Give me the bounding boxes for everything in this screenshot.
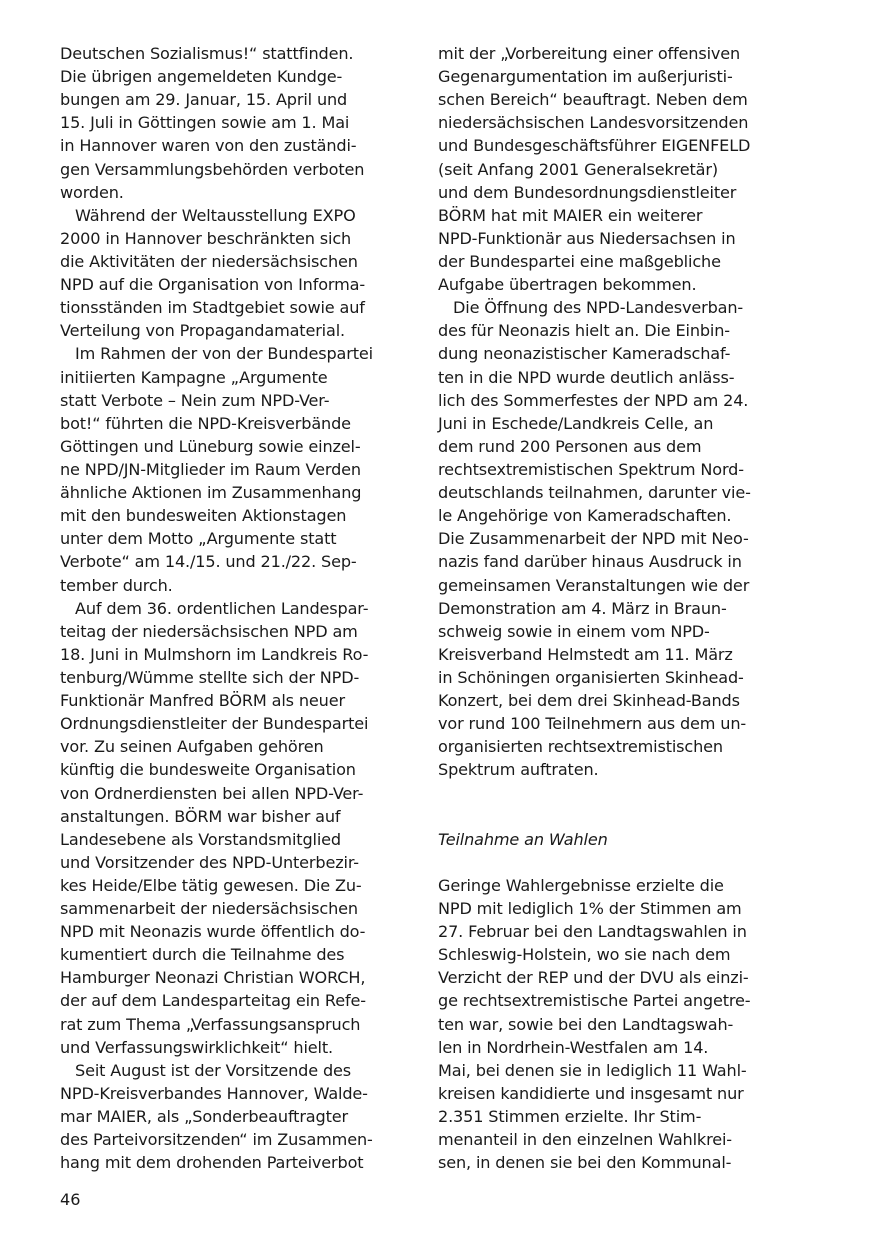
section-heading: Teilnahme an Wahlen bbox=[438, 829, 608, 849]
text-line: dem rund 200 Personen aus dem bbox=[438, 436, 702, 456]
text-line: mar MAIER, als „Sonderbeauftragter bbox=[60, 1107, 348, 1127]
text-line: lich des Sommerfestes der NPD am 24. bbox=[438, 390, 749, 410]
text-line: tenburg/Wümme stellte sich der NPD- bbox=[60, 667, 360, 687]
text-line: le Angehörige von Kameradschaften. bbox=[438, 506, 732, 526]
text-line: dung neonazistischer Kameradschaf- bbox=[438, 344, 731, 364]
text-line: und Vorsitzender des NPD-Unterbezir- bbox=[60, 852, 359, 872]
text-line: Während der Weltausstellung EXPO bbox=[75, 205, 356, 225]
text-line: Hamburger Neonazi Christian WORCH, bbox=[60, 968, 366, 988]
text-line: der Bundespartei eine maßgebliche bbox=[438, 251, 721, 271]
text-line: mit den bundesweiten Aktionstagen bbox=[60, 506, 347, 526]
left-column bbox=[60, 42, 405, 1174]
text-line: NPD mit lediglich 1% der Stimmen am bbox=[438, 899, 742, 919]
text-line: schweig sowie in einem vom NPD- bbox=[438, 621, 710, 641]
text-line: statt Verbote – Nein zum NPD-Ver- bbox=[60, 390, 330, 410]
text-line: Die Zusammenarbeit der NPD mit Neo- bbox=[438, 529, 749, 549]
right-column bbox=[438, 42, 783, 1174]
text-line: menanteil in den einzelnen Wahlkrei- bbox=[438, 1130, 732, 1150]
text-line: gen Versammlungsbehörden verboten bbox=[60, 159, 365, 179]
text-line: künftig die bundesweite Organisation bbox=[60, 760, 356, 780]
text-line: NPD auf die Organisation von Informa- bbox=[60, 275, 366, 295]
text-line: schen Bereich“ beauftragt. Neben dem bbox=[438, 90, 748, 110]
text-line: anstaltungen. BÖRM war bisher auf bbox=[60, 806, 341, 826]
text-line: und Verfassungswirklichkeit“ hielt. bbox=[60, 1037, 333, 1057]
text-line: NPD-Funktionär aus Niedersachsen in bbox=[438, 228, 736, 248]
text-line: bot!“ führten die NPD-Kreisverbände bbox=[60, 413, 351, 433]
text-line: bungen am 29. Januar, 15. April und bbox=[60, 90, 348, 110]
text-line: mit der „Vorbereitung einer offensiven bbox=[438, 44, 741, 63]
text-line: sammenarbeit der niedersächsischen bbox=[60, 899, 358, 919]
text-line: rat zum Thema „Verfassungsanspruch bbox=[60, 1014, 361, 1034]
text-line: Schleswig-Holstein, wo sie nach dem bbox=[438, 945, 731, 965]
text-line: Spektrum auftraten. bbox=[438, 760, 599, 780]
text-line: Demonstration am 4. März in Braun- bbox=[438, 598, 727, 618]
text-line: nazis fand darüber hinaus Ausdruck in bbox=[438, 552, 742, 572]
text-line: Gegenargumentation im außerjuristi- bbox=[438, 67, 733, 87]
text-line: vor rund 100 Teilnehmern aus dem un- bbox=[438, 714, 747, 734]
text-line: Landesebene als Vorstandsmitglied bbox=[60, 829, 341, 849]
text-line: rechtsextremistischen Spektrum Nord- bbox=[438, 459, 744, 479]
text-line: Im Rahmen der von der Bundespartei bbox=[75, 344, 373, 364]
text-line: und Bundesgeschäftsführer EIGENFELD bbox=[438, 136, 751, 156]
text-line: Verzicht der REP und der DVU als einzi- bbox=[438, 968, 749, 988]
text-line: in Hannover waren von den zuständi- bbox=[60, 136, 357, 156]
text-line: in Schöningen organisierten Skinhead- bbox=[438, 667, 744, 687]
text-line: kes Heide/Elbe tätig gewesen. Die Zu- bbox=[60, 875, 362, 895]
text-line: ähnliche Aktionen im Zusammenhang bbox=[60, 483, 362, 503]
text-line: des für Neonazis hielt an. Die Einbin- bbox=[438, 321, 730, 341]
text-line: ne NPD/JN-Mitglieder im Raum Verden bbox=[60, 459, 361, 479]
text-line: NPD mit Neonazis wurde öffentlich do- bbox=[60, 922, 366, 942]
text-line: Deutschen Sozialismus!“ stattfinden. bbox=[60, 44, 354, 63]
text-line: Funktionär Manfred BÖRM als neuer bbox=[60, 691, 345, 711]
text-line: (seit Anfang 2001 Generalsekretär) bbox=[438, 159, 718, 179]
page-number: 46 bbox=[60, 1190, 81, 1209]
text-line: 27. Februar bei den Landtagswahlen in bbox=[438, 922, 747, 942]
text-line: ge rechtsextremistische Partei angetre- bbox=[438, 991, 751, 1011]
text-line: von Ordnerdiensten bei allen NPD-Ver- bbox=[60, 783, 364, 803]
text-line: sen, in denen sie bei den Kommunal- bbox=[438, 1153, 732, 1173]
text-line: vor. Zu seinen Aufgaben gehören bbox=[60, 737, 324, 757]
text-line: kreisen kandidierte und insgesamt nur bbox=[438, 1083, 744, 1103]
text-line: 15. Juli in Göttingen sowie am 1. Mai bbox=[60, 113, 350, 133]
text-line: kumentiert durch die Teilnahme des bbox=[60, 945, 345, 965]
text-line: Aufgabe übertragen bekommen. bbox=[438, 275, 697, 295]
text-line: Verteilung von Propagandamaterial. bbox=[60, 321, 346, 341]
text-line: Seit August ist der Vorsitzende des bbox=[75, 1060, 352, 1080]
text-line: Ordnungsdienstleiter der Bundespartei bbox=[60, 714, 369, 734]
text-line: len in Nordrhein-Westfalen am 14. bbox=[438, 1037, 709, 1057]
text-line: Göttingen und Lüneburg sowie einzel- bbox=[60, 436, 361, 456]
text-line: organisierten rechtsextremistischen bbox=[438, 737, 723, 757]
text-line: unter dem Motto „Argumente statt bbox=[60, 529, 337, 549]
text-line: Auf dem 36. ordentlichen Landespar- bbox=[75, 598, 369, 618]
text-line: die Aktivitäten der niedersächsischen bbox=[60, 251, 358, 271]
text-line: Konzert, bei dem drei Skinhead-Bands bbox=[438, 691, 740, 711]
text-line: der auf dem Landesparteitag ein Refe- bbox=[60, 991, 366, 1011]
text-line: 18. Juni in Mulmshorn im Landkreis Ro- bbox=[60, 644, 369, 664]
text-line: niedersächsischen Landesvorsitzenden bbox=[438, 113, 749, 133]
text-line: teitag der niedersächsischen NPD am bbox=[60, 621, 358, 641]
text-line: Die Öffnung des NPD-Landesverban- bbox=[453, 298, 744, 318]
text-line: Kreisverband Helmstedt am 11. März bbox=[438, 644, 733, 664]
text-line: 2000 in Hannover beschränkten sich bbox=[60, 228, 352, 248]
text-line: initiierten Kampagne „Argumente bbox=[60, 367, 328, 387]
text-line: BÖRM hat mit MAIER ein weiterer bbox=[438, 205, 703, 225]
text-line: deutschlands teilnahmen, darunter vie- bbox=[438, 483, 751, 503]
text-line: hang mit dem drohenden Parteiverbot bbox=[60, 1153, 364, 1173]
text-line: des Parteivorsitzenden“ im Zusammen- bbox=[60, 1130, 373, 1150]
text-line: 2.351 Stimmen erzielte. Ihr Stim- bbox=[438, 1107, 702, 1127]
text-line: Mai, bei denen sie in lediglich 11 Wahl- bbox=[438, 1060, 747, 1080]
text-line: ten in die NPD wurde deutlich anläss- bbox=[438, 367, 735, 387]
text-line: ten war, sowie bei den Landtagswah- bbox=[438, 1014, 734, 1034]
text-line: und dem Bundesordnungsdienstleiter bbox=[438, 182, 737, 202]
text-line: Die übrigen angemeldeten Kundge- bbox=[60, 67, 343, 87]
text-line: NPD-Kreisverbandes Hannover, Walde- bbox=[60, 1083, 368, 1103]
text-line: Verbote“ am 14./15. und 21./22. Sep- bbox=[60, 552, 357, 572]
text-line: gemeinsamen Veranstaltungen wie der bbox=[438, 575, 750, 595]
text-line: Juni in Eschede/Landkreis Celle, an bbox=[438, 413, 714, 433]
text-line: Geringe Wahlergebnisse erzielte die bbox=[438, 875, 724, 895]
text-line: tember durch. bbox=[60, 575, 173, 595]
text-line: worden. bbox=[60, 182, 124, 202]
text-line: tionsständen im Stadtgebiet sowie auf bbox=[60, 298, 365, 318]
